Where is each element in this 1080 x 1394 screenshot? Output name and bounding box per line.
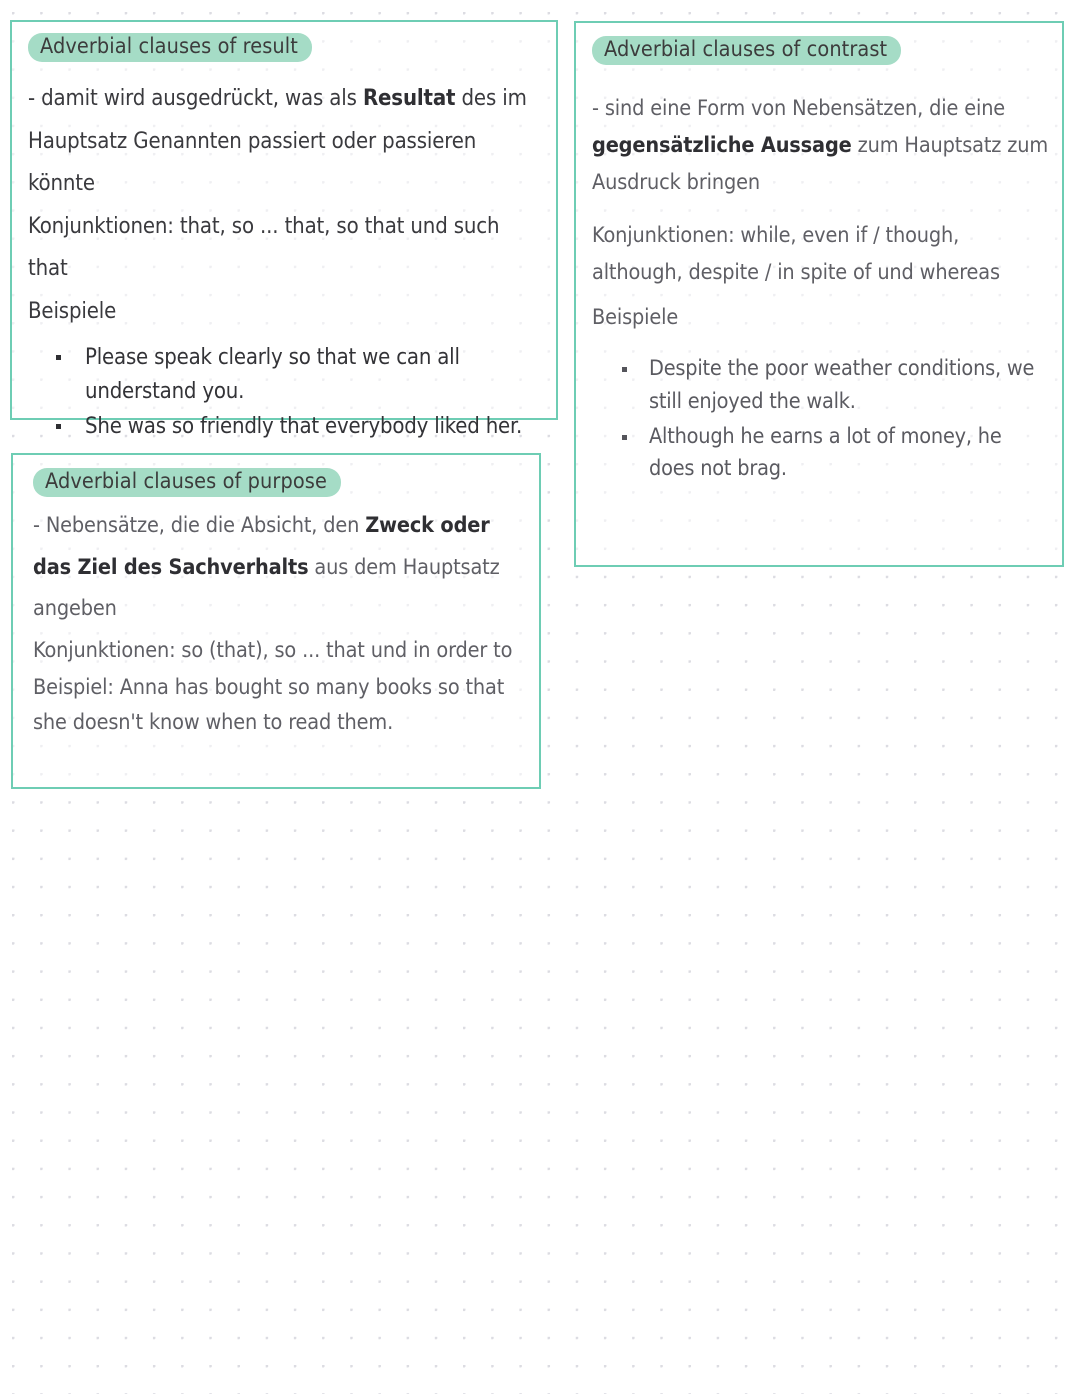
spacer: [33, 497, 527, 505]
bullet-icon: [622, 367, 627, 372]
note-card-body: [12, 22, 556, 455]
list-item-text: She was so friendly that everybody liked her.: [85, 413, 523, 439]
contrast-conjunctions: Konjunktionen: while, even if / though, although, despite / in spite of und whereas: [592, 223, 1000, 286]
bullet-icon: [56, 355, 61, 360]
result-examples-label: Beispiele: [28, 298, 117, 324]
note-card-title-purpose: Adverbial clauses of purpose: [33, 468, 341, 497]
contrast-definition-pre: - sind eine Form von Nebensätzen, die eine: [592, 96, 1006, 122]
list-item: [28, 410, 544, 443]
purpose-definition-bold: Zweck oder das Ziel des Sachverhalts: [33, 513, 490, 580]
note-card-body: [13, 455, 539, 751]
list-item-text: Please speak clearly so that we can all understand you.: [85, 345, 460, 404]
result-conjunctions: Konjunktionen: that, so ... that, so that und such that: [28, 213, 500, 282]
bullet-icon: [56, 424, 61, 429]
note-card-title-contrast: Adverbial clauses of contrast: [592, 36, 901, 65]
list-item: [592, 421, 1050, 486]
purpose-definition-pre: - Nebensätze, die die Absicht, den: [33, 513, 366, 539]
result-definition: [28, 78, 544, 205]
list-item-text: Although he earns a lot of money, he does not brag.: [649, 423, 1002, 482]
contrast-definition-bold: gegensätzliche Aussage: [592, 133, 852, 159]
list-item: [592, 353, 1050, 418]
spacer: [592, 337, 1050, 353]
note-card-adverbial-clauses-of-contrast: [574, 21, 1064, 567]
result-examples-list: [28, 341, 544, 443]
spacer: [592, 202, 1050, 218]
note-card-body: [576, 23, 1062, 498]
spacer: [28, 333, 544, 341]
contrast-definition: [592, 91, 1050, 202]
list-item-text: Despite the poor weather conditions, we still enjoyed the walk.: [649, 356, 1035, 414]
contrast-examples-list: [592, 353, 1050, 486]
spacer: [592, 65, 1050, 91]
purpose-example: Beispiel: Anna has bought so many books so that she doesn't know when to read them.: [33, 675, 505, 736]
purpose-definition: [33, 505, 527, 629]
note-card-adverbial-clauses-of-result: [10, 20, 558, 439]
result-definition-pre: - damit wird ausgedrückt, was als: [28, 86, 363, 112]
list-item: [28, 341, 544, 408]
bullet-icon: [622, 435, 627, 440]
spacer: [28, 62, 544, 78]
note-card-adverbial-clauses-of-purpose: [11, 453, 541, 789]
contrast-definition-post: zum Hauptsatz zum Ausdruck bringen: [592, 133, 1049, 196]
purpose-definition-post: aus dem Hauptsatz angeben: [33, 554, 500, 622]
result-definition-bold: Resultat: [362, 86, 456, 112]
result-definition-post: des im Hauptsatz Genannten passiert oder passieren könnte: [28, 86, 527, 197]
spacer: [592, 292, 1050, 300]
contrast-examples-label: Beispiele: [592, 305, 679, 331]
note-card-title-result: Adverbial clauses of result: [28, 33, 312, 62]
purpose-conjunctions: Konjunktionen: so (that), so ... that und in order to: [33, 637, 513, 663]
